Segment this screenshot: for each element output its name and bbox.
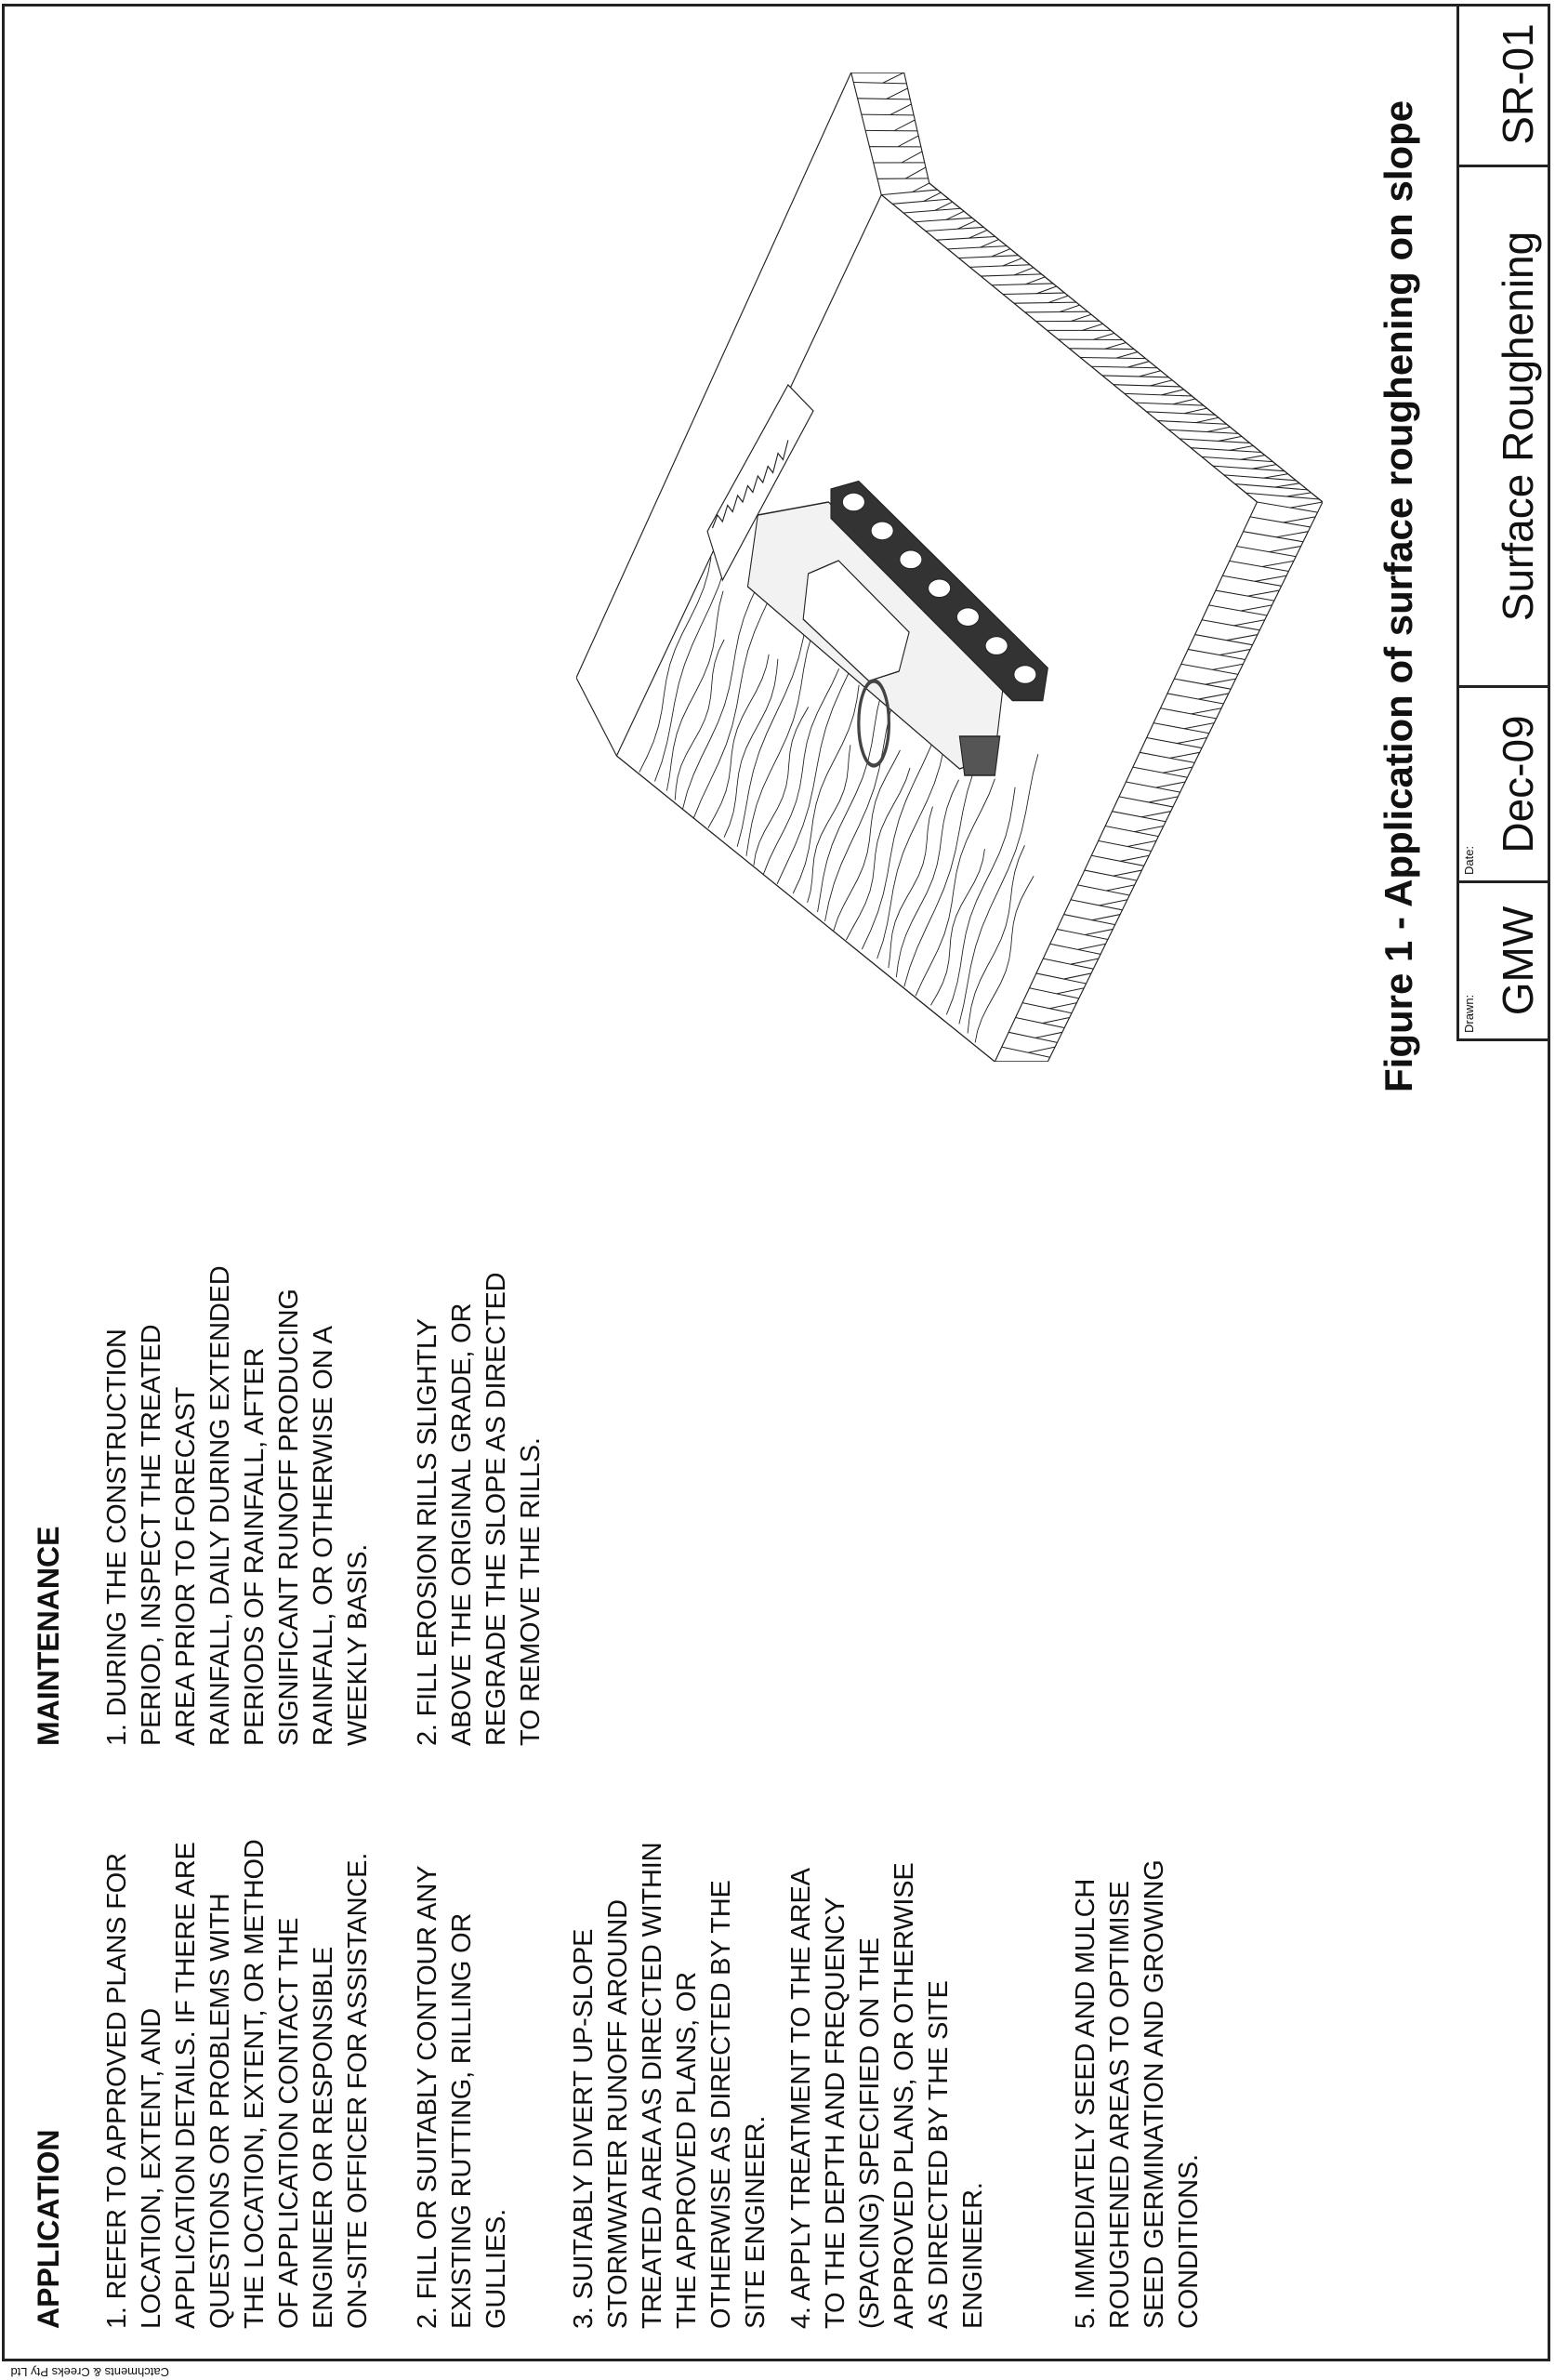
date-cell: [1459, 685, 1550, 880]
sheet-title: Surface Roughening: [1494, 231, 1542, 622]
text-line: 5. IMMEDIATELY SEED AND MULCH: [1071, 1878, 1100, 2329]
text-line: TO REMOVE THE RILLS.: [516, 1437, 546, 1746]
title-cell: [1459, 165, 1550, 685]
text-line: WEEKLY BASIS.: [343, 1543, 373, 1746]
drawn-cell: [1459, 880, 1550, 1038]
title-block: [1456, 4, 1550, 1041]
text-line: SIGNIFICANT RUNOFF PRODUCING: [274, 1289, 304, 1746]
text-line: QUESTIONS OR PROBLEMS WITH: [205, 1893, 235, 2329]
track-wheel: [842, 493, 864, 511]
date-value: Dec-09: [1494, 715, 1542, 853]
text-line: PERIOD, INSPECT THE TREATED: [137, 1324, 166, 1746]
sheet-code: SR-01: [1494, 23, 1542, 145]
text-line: RAINFALL, DAILY DURING EXTENDED: [205, 1265, 235, 1746]
date-label: Date:: [1462, 845, 1476, 875]
figure-title: Figure 1 - Application of surface roughening on slope: [1377, 99, 1420, 1092]
maintenance-item-1: [100, 1266, 376, 1746]
text-line: 1. DURING THE CONSTRUCTION: [102, 1329, 132, 1746]
text-line: REGRADE THE SLOPE AS DIRECTED: [481, 1272, 511, 1746]
text-line: APPLICATION DETAILS. IF THERE ARE: [171, 1842, 201, 2329]
text-line: EXISTING RUTTING, RILLING OR: [447, 1912, 477, 2329]
text-line: TO THE DEPTH AND FREQUENCY: [821, 1897, 850, 2329]
text-line: TREATED AREA AS DIRECTED WITHIN: [638, 1842, 667, 2329]
text-line: (SPACING) SPECIFIED ON THE: [855, 1937, 885, 2329]
text-line: OF APPLICATION CONTACT THE: [274, 1917, 304, 2329]
application-item-5: [1069, 1859, 1206, 2329]
drawn-label: Drawn:: [1462, 994, 1476, 1033]
text-line: THE LOCATION, EXTENT, OR METHOD: [240, 1839, 270, 2329]
maintenance-heading: MAINTENANCE: [32, 1526, 65, 1746]
text-line: PERIODS OF RAINFALL, AFTER: [240, 1347, 270, 1746]
application-item-1: [100, 1839, 376, 2329]
text-line: 2. FILL EROSION RILLS SLIGHTLY: [413, 1318, 442, 1746]
text-line: AREA PRIOR TO FORECAST: [171, 1386, 201, 1746]
text-line: APPROVED PLANS, OR OTHERWISE: [890, 1862, 919, 2329]
text-line: 3. SUITABLY DIVERT UP-SLOPE: [569, 1928, 599, 2329]
application-item-2: [411, 1866, 514, 2329]
hatch-stroke: [865, 130, 917, 131]
text-line: GULLIES.: [481, 2209, 511, 2329]
text-line: ON-SITE OFFICER FOR ASSISTANCE.: [343, 1852, 373, 2329]
text-line: RAINFALL, OR OTHERWISE ON A: [309, 1326, 338, 1746]
drawn-value: GMW: [1494, 906, 1542, 1016]
track-wheel: [900, 550, 922, 569]
application-item-4: [784, 1863, 991, 2329]
track-wheel: [956, 608, 979, 627]
track-wheel: [929, 579, 951, 598]
text-line: SEED GERMINATION AND GROWING: [1140, 1859, 1169, 2329]
text-line: ABOVE THE ORIGINAL GRADE, OR: [447, 1302, 477, 1746]
track-wheel: [871, 522, 893, 540]
text-line: 1. REFER TO APPROVED PLANS FOR: [102, 1853, 132, 2329]
application-item-3: [567, 1843, 773, 2329]
text-line: ENGINEER.: [958, 2182, 988, 2329]
text-line: THE APPROVED PLANS, OR: [672, 1972, 702, 2329]
text-line: ROUGHENED AREAS TO OPTIMISE: [1105, 1881, 1135, 2329]
hatch-stroke: [1025, 311, 1088, 312]
text-line: CONDITIONS.: [1174, 2154, 1204, 2329]
text-line: ENGINEER OR RESPONSIBLE: [309, 1946, 338, 2329]
code-cell: [1459, 4, 1550, 165]
track-wheel: [985, 637, 1008, 655]
text-line: LOCATION, EXTENT, AND: [137, 2008, 166, 2329]
text-line: STORMWATER RUNOFF AROUND: [603, 1899, 633, 2329]
company-footer: Catchments & Creeks Pty Ltd: [10, 2365, 169, 2379]
slope-roughening-illustration: [576, 73, 1323, 1062]
dozer-rear-track: [959, 736, 999, 775]
text-line: AS DIRECTED BY THE SITE: [924, 1980, 954, 2329]
text-line: 2. FILL OR SUITABLY CONTOUR ANY: [413, 1865, 442, 2329]
text-line: SITE ENGINEER.: [741, 2115, 771, 2329]
maintenance-item-2: [411, 1273, 548, 1746]
text-line: OTHERWISE AS DIRECTED BY THE: [706, 1880, 736, 2329]
application-heading: APPLICATION: [32, 2129, 65, 2329]
track-wheel: [1014, 666, 1036, 684]
text-line: 4. APPLY TREATMENT TO THE AREA: [786, 1868, 816, 2329]
